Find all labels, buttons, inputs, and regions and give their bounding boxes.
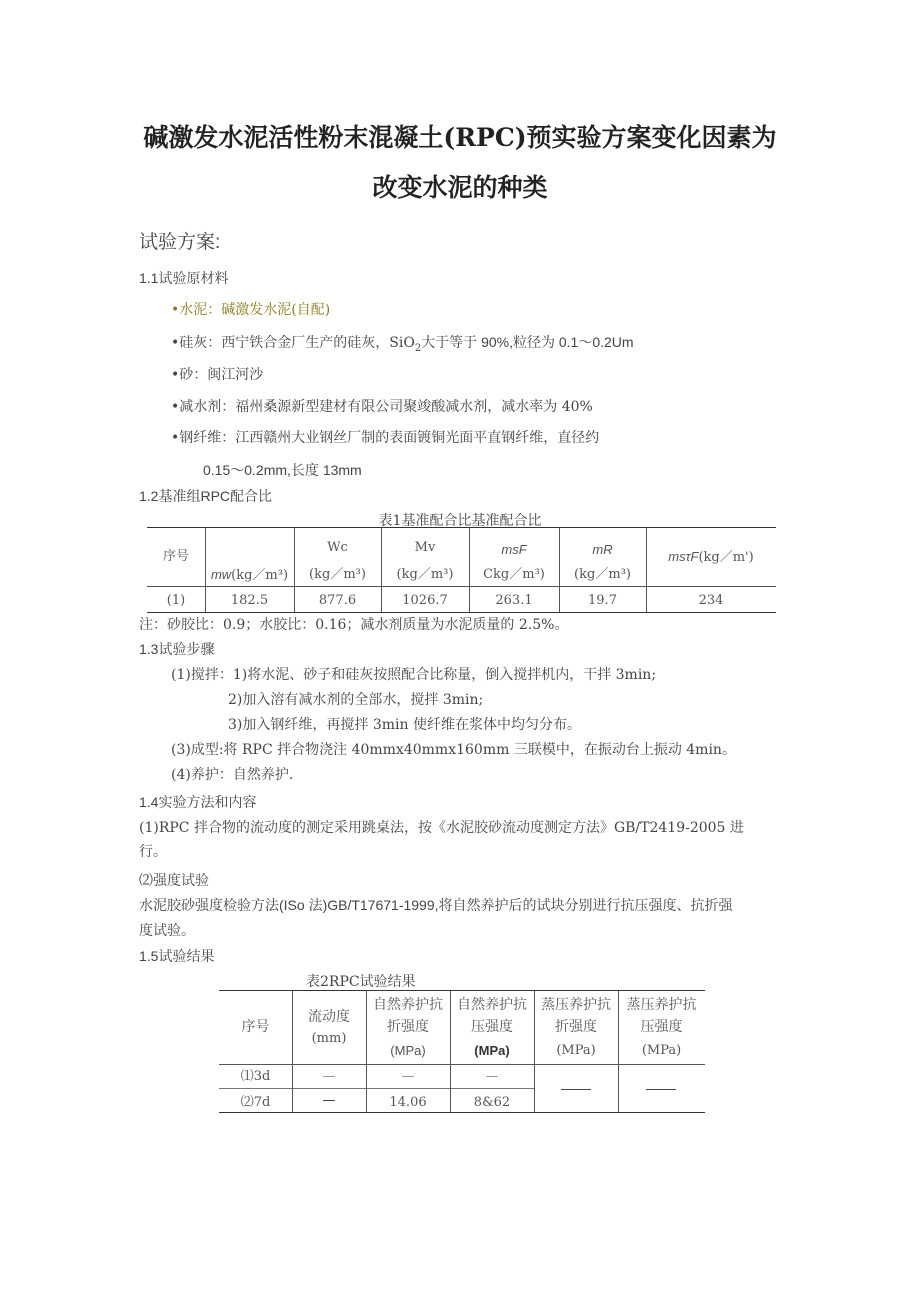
t2-header-steam-flex-1: 蒸压养护抗 (541, 997, 611, 1013)
t2-row1-index: ⑴3d (240, 1069, 271, 1084)
material-silica (171, 332, 634, 354)
section-heading: 试验方案: (139, 232, 221, 253)
t1-header-mr: mR (592, 542, 613, 557)
t1-header-mstf (646, 545, 776, 570)
t1-cell-wc: 877.6 (318, 593, 357, 608)
t1-cell-mw: 182.5 (230, 593, 269, 608)
t1-header-msf-unit: Ckg／m³) (483, 567, 545, 582)
doc-title-line2: 改变水泥的种类 (372, 173, 548, 202)
t1-cell-mv: 1026.7 (402, 593, 448, 608)
t2-header-nat-flex-2: 折强度 (387, 1019, 429, 1035)
t2-row1-flow: — (322, 1069, 336, 1084)
t2-row2-nat-flex: 14.06 (389, 1095, 427, 1110)
t2-header-flow: 流动度 (308, 1009, 350, 1025)
material-fiber-line1: •钢纤维：江西赣州大业钢丝厂制的表面镀铜光面平直钢纤维，直径约 (171, 430, 600, 446)
t2-header-nat-comp-unit: (MPa) (474, 1043, 510, 1058)
t1-header-wc: Wc (327, 540, 348, 555)
t1-header-mstf-sym: msτF (668, 549, 699, 564)
section-1-2-title: 1.2基准组RPC配合比 (139, 488, 273, 504)
t2-header-nat-flex-unit: (MPa) (390, 1043, 426, 1058)
t2-steam-flex-dash (561, 1089, 591, 1090)
material-reducer: •减水剂：福州桑源新型建材有限公司聚竣酸减水剂，减水率为 40% (171, 399, 593, 415)
t1-header-msf: msF (501, 542, 527, 557)
t1-header-mstf-unit: (kg／m') (698, 550, 754, 565)
method-para1-line1: (1)RPC 拌合物的流动度的测定采用跳桌法，按《水泥胶砂流动度测定方法》GB/T2419-2005 进 (139, 820, 744, 836)
material-sand: •砂：闽江河沙 (171, 367, 264, 383)
method-para3-line2: 度试验。 (139, 923, 195, 939)
t1-header-mw-sym: mw (210, 567, 232, 582)
t1-header-mv: Mv (414, 540, 436, 555)
t1-cell-mr: 19.7 (588, 593, 617, 608)
t2-row2-nat-comp: 8&62 (473, 1095, 511, 1110)
t1-header-mw-unit: (kg／m³) (231, 568, 289, 583)
t2-header-nat-comp-2: 压强度 (471, 1019, 513, 1035)
table1-caption: 表1基准配合比基准配合比 (378, 513, 542, 529)
method-para1-line2: 行。 (139, 844, 167, 860)
section-1-4-title: 1.4实验方法和内容 (139, 794, 257, 810)
method-para3-line1-text: 水泥胶砂强度检验方法(ISo 法)GB/T17671-1999,将自然养护后的试块分别进行抗压强度、抗折强 (139, 897, 733, 913)
t1-header-index: 序号 (162, 549, 189, 564)
silica-text-a: •硅灰：西宁铁合金厂生产的硅灰，SiO (171, 335, 415, 351)
t1-header-mv-unit: (kg／m³) (396, 567, 454, 582)
table1-note: 注：砂胶比：0.9；水胶比：0.16；减水剂质量为水泥质量的 2.5%。 (139, 617, 569, 633)
t1-header-mw (205, 563, 294, 588)
step-1: (1)搅拌：1)将水泥、砂子和硅灰按照配合比称量，倒入搅拌机内，干拌 3min; (171, 667, 657, 683)
t2-header-steam-flex-unit: (MPa) (556, 1043, 596, 1058)
step-1-3: 3)加入钢纤维，再搅拌 3min 使纤维在浆体中均匀分布。 (228, 717, 581, 733)
t2-header-steam-comp-1: 蒸压养护抗 (626, 997, 697, 1013)
silica-text-b: 大于等于 90%,粒径为 0.1～0.2Um (421, 334, 634, 350)
silica-subscript: 2 (414, 342, 422, 354)
table2-caption: 表2RPC试验结果 (306, 974, 416, 990)
step-4: (4)养护：自然养护. (171, 767, 294, 783)
t2-row2-index: ⑵7d (240, 1095, 271, 1110)
method-strength-heading: ⑵强度试验 (139, 872, 209, 888)
step-3: (3)成型:将 RPC 拌合物浇注 40mmx40mmx160mm 三联模中，在振动台上振动 4min。 (171, 742, 736, 758)
material-cement: •水泥：碱激发水泥(自配) (171, 302, 331, 318)
t2-header-steam-comp-2: 压强度 (640, 1019, 683, 1035)
t2-header-index: 序号 (241, 1019, 270, 1035)
material-fiber-line2: 0.15～0.2mm,长度 13mm (203, 462, 362, 478)
t2-row1-nat-comp: — (485, 1069, 499, 1084)
t1-cell-index: (1) (166, 593, 186, 608)
step-1-2: 2)加入溶有减水剂的全部水，搅拌 3min; (228, 692, 484, 708)
section-1-3-title: 1.3试验步骤 (139, 641, 215, 657)
t1-header-wc-unit: (kg／m³) (309, 567, 366, 582)
t2-header-steam-comp-unit: (MPa) (641, 1043, 682, 1058)
t2-row1-nat-flex: — (401, 1069, 415, 1084)
t1-cell-mstf: 234 (698, 593, 724, 608)
section-1-5-title: 1.5试验结果 (139, 948, 215, 964)
t1-header-mr-unit: (kg／m³) (574, 567, 631, 582)
t2-steam-comp-dash (646, 1089, 676, 1090)
t2-header-nat-flex-1: 自然养护抗 (373, 997, 443, 1013)
doc-title-line1: 碱激发水泥活性粉末混凝土(RPC)预实验方案变化因素为 (143, 123, 777, 152)
t1-cell-msf: 263.1 (495, 593, 533, 608)
t2-header-flow-unit: (mm) (311, 1031, 347, 1046)
t2-header-steam-flex-2: 折强度 (555, 1019, 597, 1035)
method-para3-line1 (139, 895, 733, 915)
t2-header-nat-comp-1: 自然养护抗 (457, 997, 527, 1013)
t2-row2-flow: — (322, 1093, 336, 1108)
section-1-1-title: 1.1试验原材料 (139, 270, 229, 286)
